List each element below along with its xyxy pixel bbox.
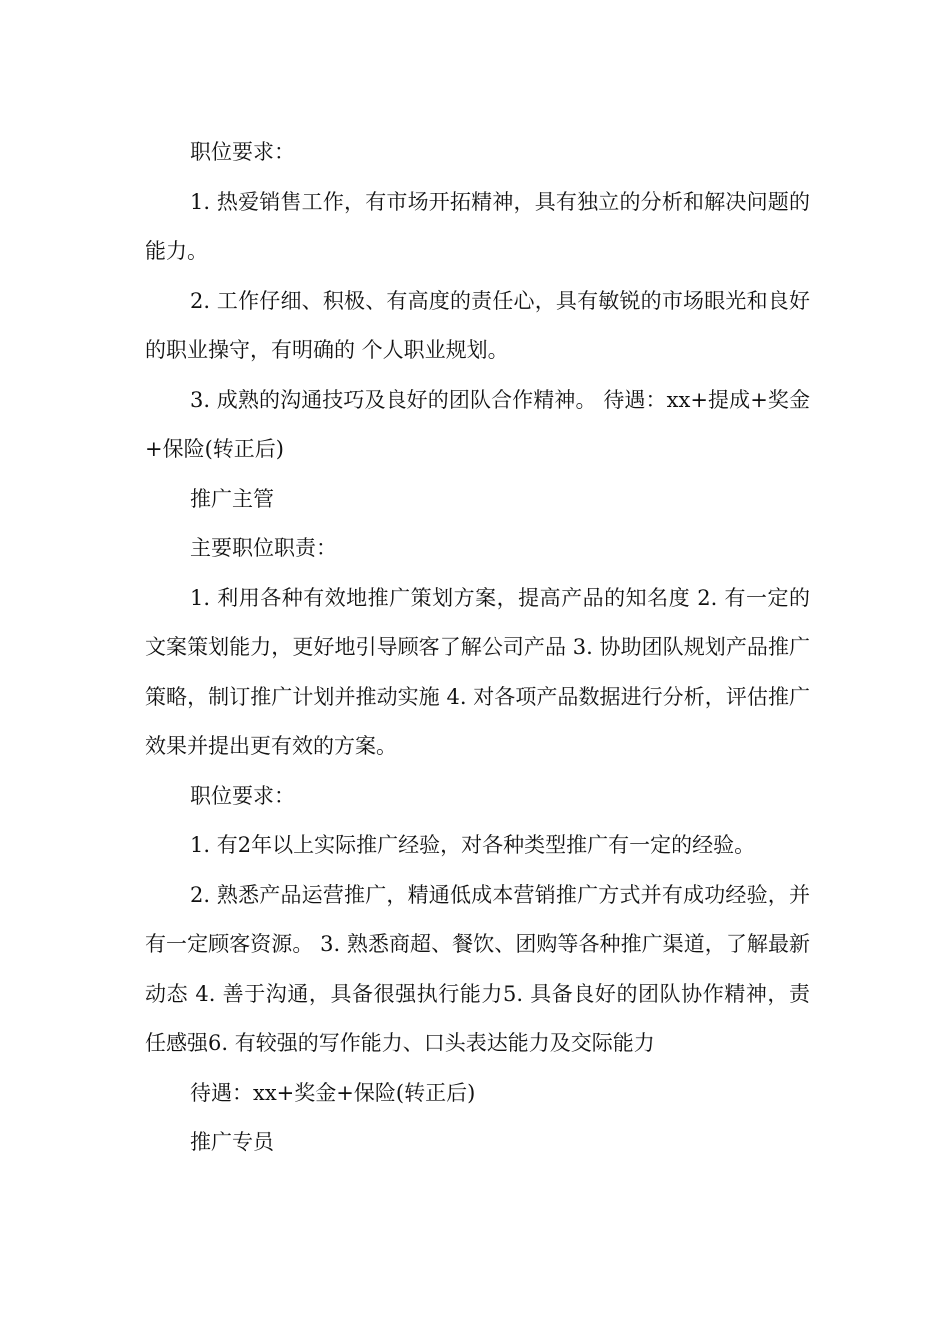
paragraph-pay: 待遇：xx+奖金+保险(转正后): [190, 1080, 476, 1105]
paragraph-job-requirements-heading: 职位要求：: [190, 140, 295, 164]
document-body: [145, 128, 810, 1168]
paragraph-main-duties: 1. 利用各种有效地推广策划方案，提高产品的知名度 2. 有一定的文案策划能力，更好地引导顾客了解公司产品 3. 协助团队规划产品推广策略，制订推广计划并推动实施 4. 对各项产品数据进行分析，评估推广效果并提出更有效的方案。: [145, 585, 810, 758]
paragraph-requirement-experience: 1. 有2年以上实际推广经验，对各种类型推广有一定的经验。: [190, 833, 756, 857]
paragraph-requirement-2: 2. 工作仔细、积极、有高度的责任心，具有敏锐的市场眼光和良好的职业操守，有明确的 个人职业规划。: [145, 288, 810, 362]
paragraph-requirement-1: 1. 热爱销售工作，有市场开拓精神，具有独立的分析和解决问题的能力。: [145, 189, 810, 263]
paragraph-job-requirements-heading-2: 职位要求：: [190, 783, 295, 808]
paragraph-requirement-3-and-pay: 3. 成熟的沟通技巧及良好的团队合作精神。 待遇：xx+提成+奖金+保险(转正后): [145, 387, 810, 461]
paragraph-requirement-skills: 2. 熟悉产品运营推广，精通低成本营销推广方式并有成功经验，并有一定顾客资源。 3. 熟悉商超、餐饮、团购等各种推广渠道，了解最新动态 4. 善于沟通，具备很强执行能力5. 具备良好的团队协作精神，责任感强6. 有较强的写作能力、口头表达能力及交际能力: [145, 882, 810, 1055]
paragraph-main-duties-heading: 主要职位职责：: [190, 536, 337, 560]
paragraph-position-title-promotion-supervisor: 推广主管: [190, 486, 274, 511]
paragraph-position-title-promotion-specialist: 推广专员: [190, 1130, 274, 1154]
